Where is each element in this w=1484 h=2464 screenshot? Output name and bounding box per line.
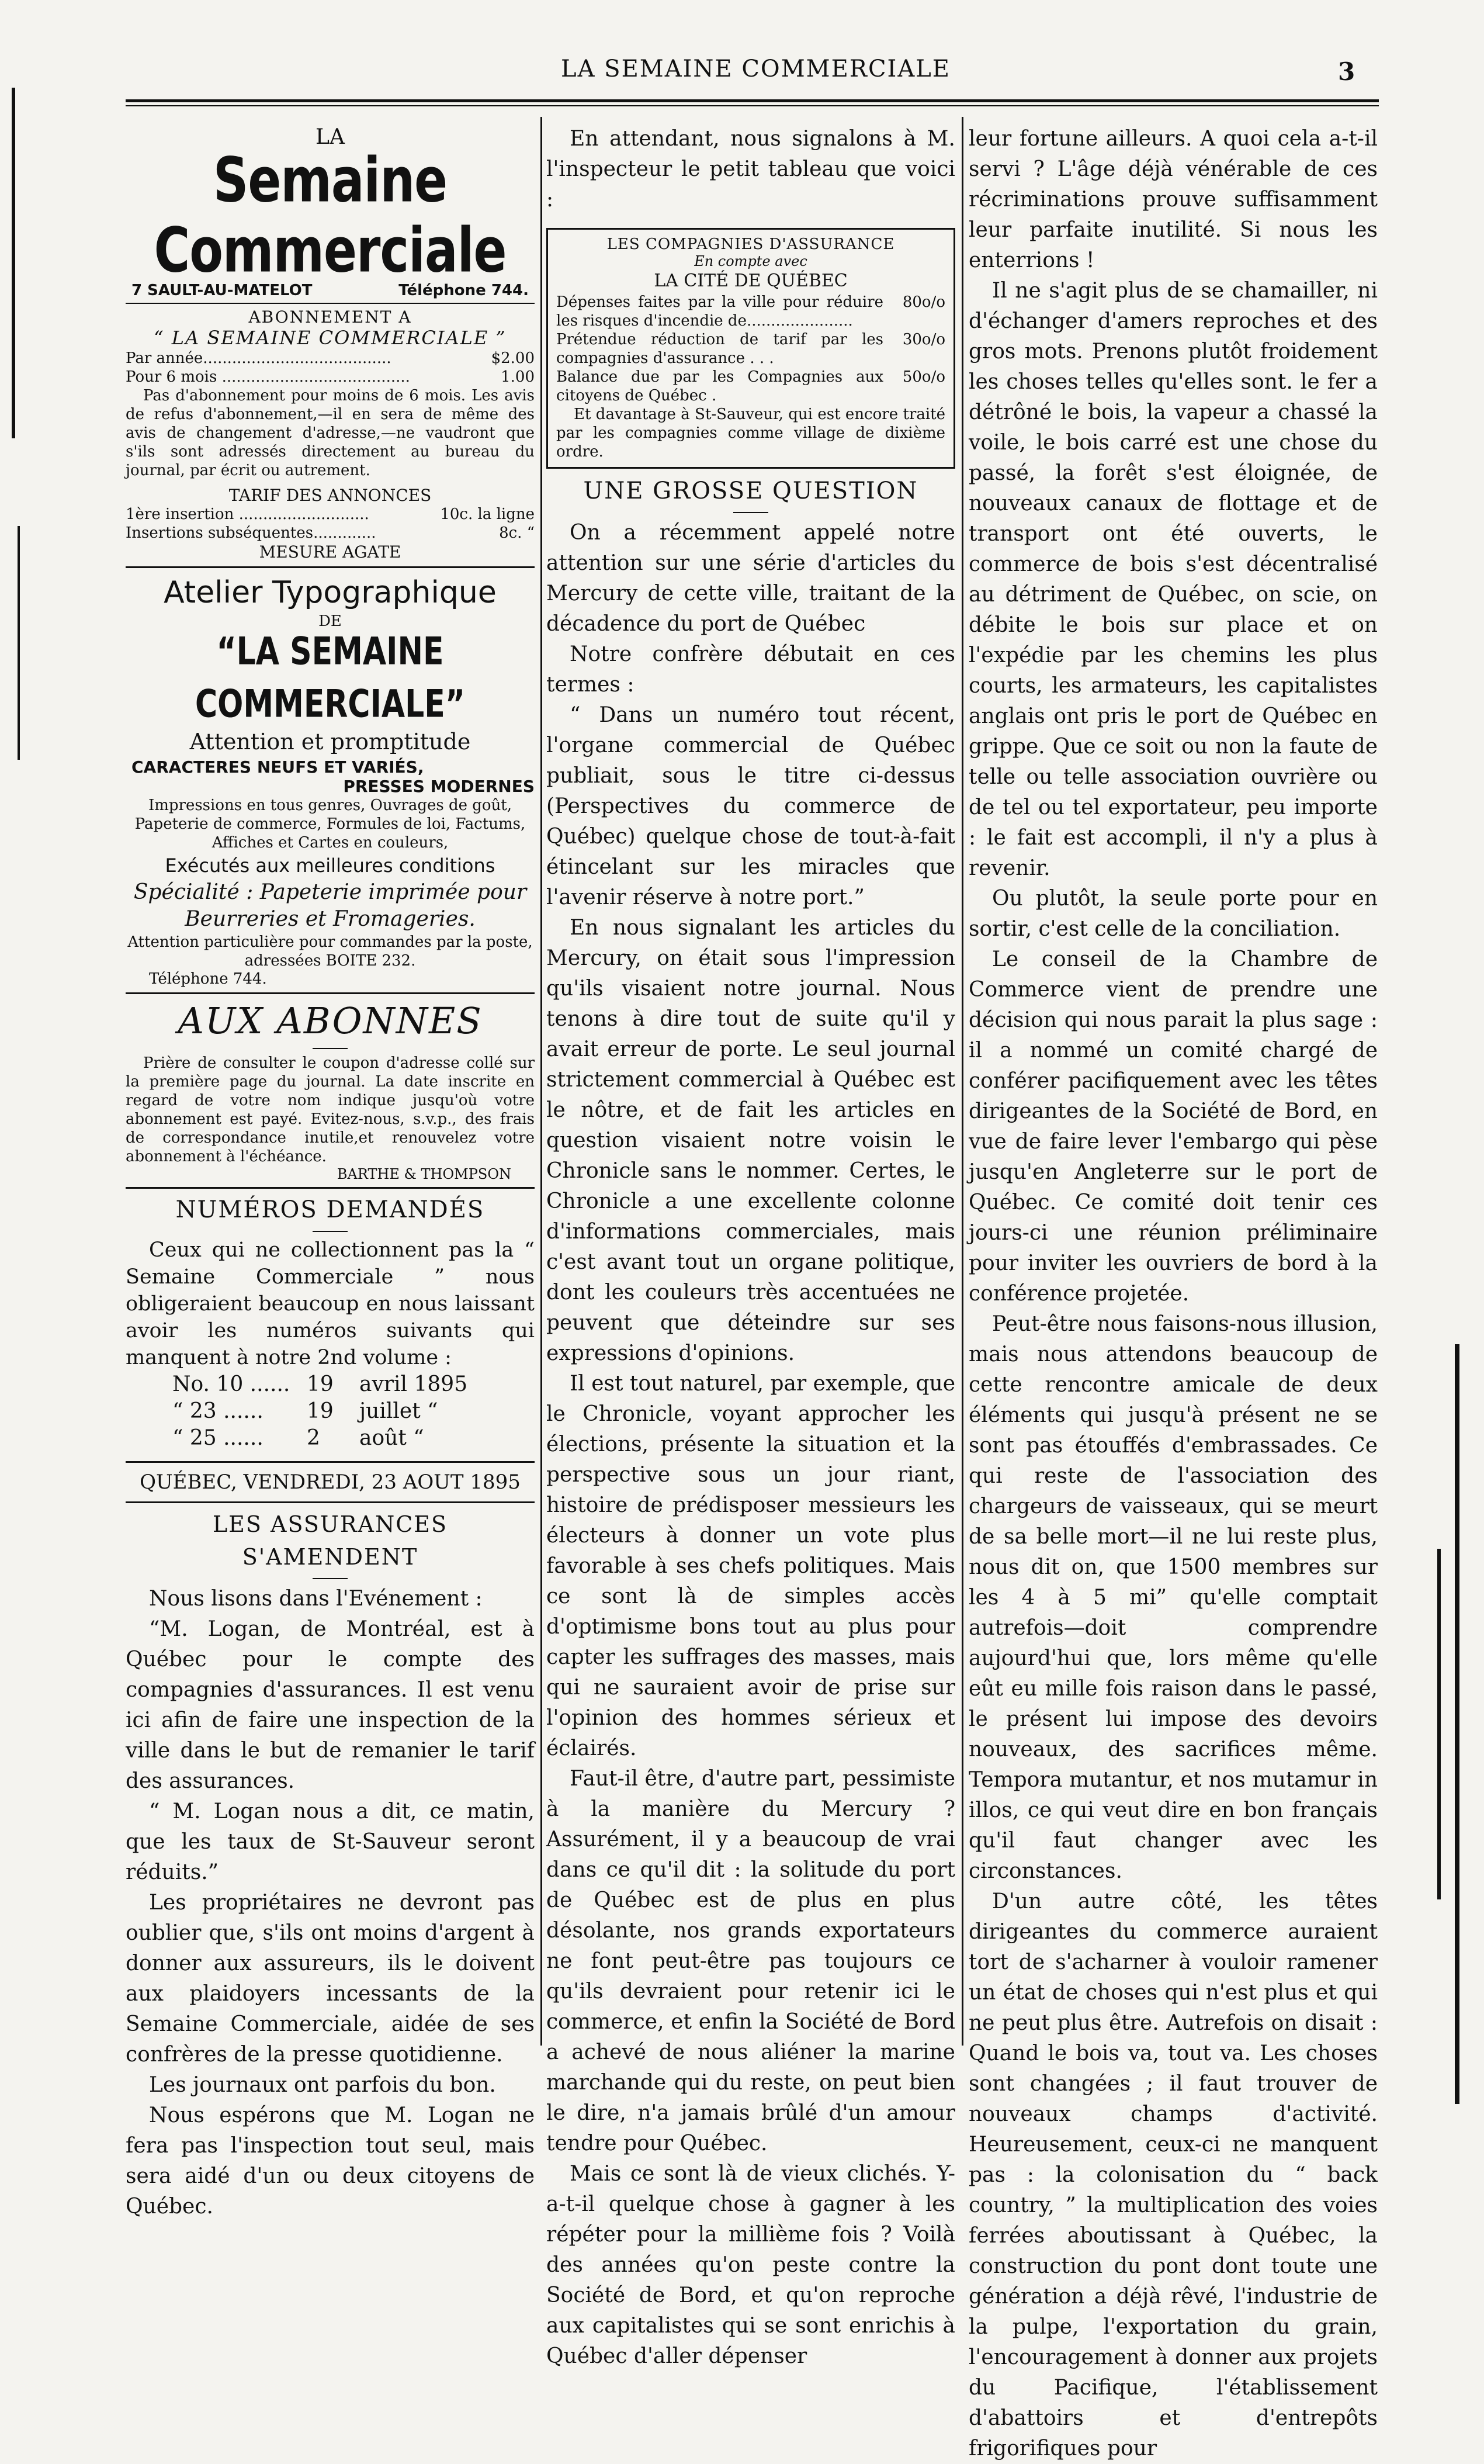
numeros-text: Ceux qui ne collectionnent pas la “ Semaine Commerciale ” nous obligeraient beaucoup en nous laissant avoir les numéros suivants qui manquent à notre 2nd volume : — [126, 1238, 535, 1369]
rate-row: Pour 6 mois ....................................... 1.00 — [126, 368, 535, 386]
intro-text: En attendant, nous signalons à M. l'inspecteur le petit tableau que voici : — [546, 127, 955, 212]
atelier-conditions: Exécutés aux meilleures conditions — [165, 854, 495, 877]
masthead-name: Semaine Commerciale — [154, 144, 507, 286]
assurances-body: Nous lisons dans l'Evénement : “M. Logan, de Montréal, est à Québec pour le compte des compagnies d'assurances. Il est venu ici afin de faire une inspection de la ville dans le but de remanier le tarif des assurances. “ M. Logan nous a dit, ce matin, que les taux de St-Sauveur seront réduits.” Les propriétaires ne devront pas oublier que, s'ils ont moins d'argent à donner aux assureurs, ils le doivent aux plaidoyers incessants de la Semaine Commerciale, aidée de ses confrères de la presse quotidienne. Les journaux ont parfois du bon. Nous espérons que M. Logan ne fera pas l'inspection tout seul, mais sera aidé d'un ou deux citoyens de Québec. — [126, 1587, 535, 2219]
table-row: Prétendue réduction de tarif par les compagnies d'assurance . . . 30o/o — [556, 331, 945, 367]
margin-mark — [18, 526, 20, 760]
insurance-table — [546, 228, 955, 469]
tarif-heading: TARIF DES ANNONCES — [228, 486, 432, 505]
atelier-specialty: Spécialité : Papeterie imprimée pour Beurreries et Fromageries. — [133, 880, 527, 931]
numeros-title: NUMÉROS DEMANDÉS — [175, 1196, 485, 1223]
table-city: LA CITÉ DE QUÉBEC — [654, 271, 848, 291]
rate-row: Par année....................................... $2.00 — [126, 349, 535, 367]
atelier-de: DE — [318, 612, 342, 630]
column-left — [126, 124, 535, 2222]
atelier-attention: Attention particulière pour commandes par la poste, adressées BOITE 232. — [127, 933, 533, 970]
abonnes-text: Prière de consulter le coupon d'adresse collé sur la première page du journal. La date inscrite en regard de votre nom indique jusqu'où votre abonnement est payé. Evitez-nous, s.v.p., des frais de correspondance inutile,et renouvelez votre abonnement à l'échéance. — [126, 1054, 535, 1165]
dateline: QUÉBEC, VENDREDI, 23 AOUT 1895 — [140, 1470, 521, 1494]
assurances-title: LES ASSURANCES S'AMENDENT — [212, 1511, 448, 1570]
column-right — [969, 124, 1378, 2464]
issue-row: No. 10 ...... 19 avril 1895 — [172, 1372, 468, 1396]
table-row: Balance due par les Compagnies aux citoyens de Québec . 50o/o — [556, 368, 945, 404]
atelier-presses: PRESSES MODERNES — [343, 777, 535, 796]
column-middle — [546, 124, 955, 2372]
tarif-measure: MESURE AGATE — [259, 542, 401, 562]
column-divider — [540, 117, 542, 2046]
table-subheading: En compte avec — [694, 253, 807, 269]
masthead-telephone: Téléphone 744. — [398, 282, 529, 299]
masthead-address: 7 SAULT-AU-MATELOT — [131, 282, 313, 299]
margin-mark — [1455, 1344, 1459, 2104]
column-divider — [962, 117, 963, 2046]
header-rule-thin — [126, 105, 1379, 106]
atelier-title: Atelier Typographique — [164, 575, 497, 610]
tarif-row: Insertions subséquentes............. 8c. “ — [126, 524, 535, 542]
subscription-publication: “ LA SEMAINE COMMERCIALE ” — [154, 327, 507, 349]
issue-row: “ 25 ...... 2 août “ — [172, 1426, 424, 1450]
margin-mark — [1437, 1549, 1441, 1899]
question-body: On a récemment appelé notre attention sur une série d'articles du Mercury de cette ville, traitant de la décadence du port de Québec Notre confrère débutait en ces termes : “ Dans un numéro tout récent, l'organe commercial de Québec publiait, sous le titre ci-dessus (Perspectives du commerce de Québec) quelque chose de tout-à-fait étincelant sur les miracles que l'avenir réserve à notre port.” En nous signalant les articles du Mercury, on était sous l'impression qu'ils visaient notre journal. Nous tenons à dire tout de suite qu'il y avait erreur de porte. Le seul journal strictement commercial à Québec est le nôtre, et de fait les articles en question visaient notre voisin le Chronicle sans le nommer. Certes, le Chronicle a une excellente colonne d'informations commerciales, mais c'est avant tout un organe politique, dont les couleurs très accentuées ne peuvent que déteindre sur ses expressions d'opinions. Il est tout naturel, par exemple, que le Chronicle, voyant approcher les élections, présente la situation et la perspective sous un jour riant, histoire de prédisposer messieurs les électeurs à donner un vote plus favorable à ses chefs politiques. Mais ce sont là de simples accès d'optimisme bons tout au plus pour capter les suffrages des masses, mais qui ne sauraient avoir de prise sur l'opinion des hommes sérieux et éclairés. Faut-il être, d'autre part, pessimiste à la manière du Mercury ? Assurément, il y a beaucoup de vrai dans ce qu'il dit : la solitude du port de Québec est de plus en plus désolante, nos grands exportateurs ne font peut-être pas toujours ce qu'ils devraient pour retenir ici le commerce, et enfin la Société de Bord a achevé de nous aliéner la marine marchande qui du reste, on peut bien le dire, n'a jamais brûlé d'un amour tendre pour Québec. Mais ce sont là de vieux clichés. Y-a-t-il quelque chose à gagner à les répéter pour la millième fois ? Voilà des années qu'on peste contre la Société de Bord, et qu'on reproche aux capitalistes qui se sont enrichis à Québec d'aller dépenser — [546, 521, 955, 2368]
table-row: Dépenses faites par la ville pour réduire les risques d'incendie de...................... 80o/o — [556, 293, 945, 330]
page-number: 3 — [1338, 57, 1355, 86]
margin-mark — [12, 88, 15, 438]
table-footer: Et davantage à St-Sauveur, qui est encore traité par les compagnies comme village de dixième ordre. — [556, 406, 945, 461]
subscription-heading: ABONNEMENT A — [248, 307, 412, 327]
atelier-tagline: Attention et promptitude — [189, 729, 471, 755]
atelier-services: Impressions en tous genres, Ouvrages de goût, Papeterie de commerce, Formules de loi, Factums, Affiches et Cartes en couleurs, — [134, 797, 526, 852]
atelier-name: “LA SEMAINE COMMERCIALE” — [195, 629, 465, 726]
subscription-notice: Pas d'abonnement pour moins de 6 mois. Les avis de refus d'abonnement,—il en sera de même des avis de changement d'adresse,—ne vaudront que s'ils sont adressés directement au bureau du journal, par écrit ou autrement. — [126, 387, 535, 479]
abonnes-signature: BARTHE & THOMPSON — [337, 1166, 511, 1182]
abonnes-title: AUX ABONNES — [178, 999, 483, 1042]
continued-body: leur fortune ailleurs. A quoi cela a-t-il servi ? L'âge déjà vénérable de ces récriminations prouve suffisamment leur parfaite inutilité. Si nous les enterrions ! Il ne s'agit plus de se chamailler, ni d'échanger d'amers reproches et des gros mots. Prenons plutôt froidement les choses telles qu'elles sont. le fer a détrôné le bois, la vapeur a chassé la voile, le bois carré est une chose du passé, la forêt s'est éloignée, de nouveaux canaux de flottage et de transport ont été ouverts, le commerce de bois s'est décentralisé au détriment de Québec, on scie, on débite le bois sur place et on l'expédie par les chemins les plus courts, les armateurs, les capitalistes anglais ont pris le port de Québec en grippe. Que ce soit ou non la faute de telle ou telle association ouvrière ou de tel ou tel exportateur, peu importe : le fait est accompli, il n'y a plus à revenir. Ou plutôt, la seule porte pour en sortir, c'est celle de la conciliation. Le conseil de la Chambre de Commerce vient de prendre une décision qui nous parait la plus sage : il a nommé un comité chargé de conférer pacifiquement avec les têtes dirigeantes de la Société de Bord, en vue de faire lever l'embargo qui pèse jusqu'en Angleterre sur le port de Québec. Ce comité doit tenir ces jours-ci une réunion préliminaire pour inviter les ouvriers de bord à la conférence projetée. Peut-être nous faisons-nous illusion, mais nous attendons beaucoup de cette rencontre amicale de deux éléments qui jusqu'à présent ne se sont pas étouffés d'embrassades. Ce qui reste de l'association des chargeurs de vaisseaux, qui se meurt de sa belle mort—il ne lui reste plus, nous dit on, que 1500 membres sur les 4 à 5 mi” qu'elle comptait autrefois—doit comprendre aujourd'hui que, lors même qu'elle eût eu mille fois raison dans le passé, le présent lui impose des devoirs nouveaux, des sacrifices même. Tempora mutantur, et nos mutamur in illos, ce qui veut dire en bon français qu'il faut changer avec les circonstances. D'un autre côté, les têtes dirigeantes du commerce auraient tort de s'acharner à vouloir ramener un état de choses qui n'est plus et qui ne peut plus être. Autrefois on disait : Quand le bois va, tout va. Les choses sont changées ; il faut trouver de nouveaux champs d'activité. Heureusement, ceux-ci ne manquent pas : la colonisation du “ back country, ” la multiplication des voies ferrées aboutissant à Québec, la construction du pont dont toute une génération a déjà rêvé, l'industrie de la pulpe, l'exportation du grain, l'encouragement à donner aux projets du Pacifique, l'établissement d'abattoirs et d'entrepôts frigorifiques pour — [969, 127, 1378, 2460]
issue-row: “ 23 ...... 19 juillet “ — [172, 1399, 438, 1423]
atelier-characters: CARACTERES NEUFS ET VARIÉS, — [131, 757, 424, 777]
header-rule — [126, 99, 1379, 102]
tarif-row: 1ère insertion ........................... 10c. la ligne — [126, 506, 535, 523]
masthead-la: LA — [315, 125, 345, 149]
question-title: UNE GROSSE QUESTION — [583, 477, 918, 504]
table-heading: LES COMPAGNIES D'ASSURANCE — [606, 236, 895, 253]
atelier-telephone: Téléphone 744. — [149, 970, 267, 988]
running-title: LA SEMAINE COMMERCIALE — [561, 56, 951, 82]
